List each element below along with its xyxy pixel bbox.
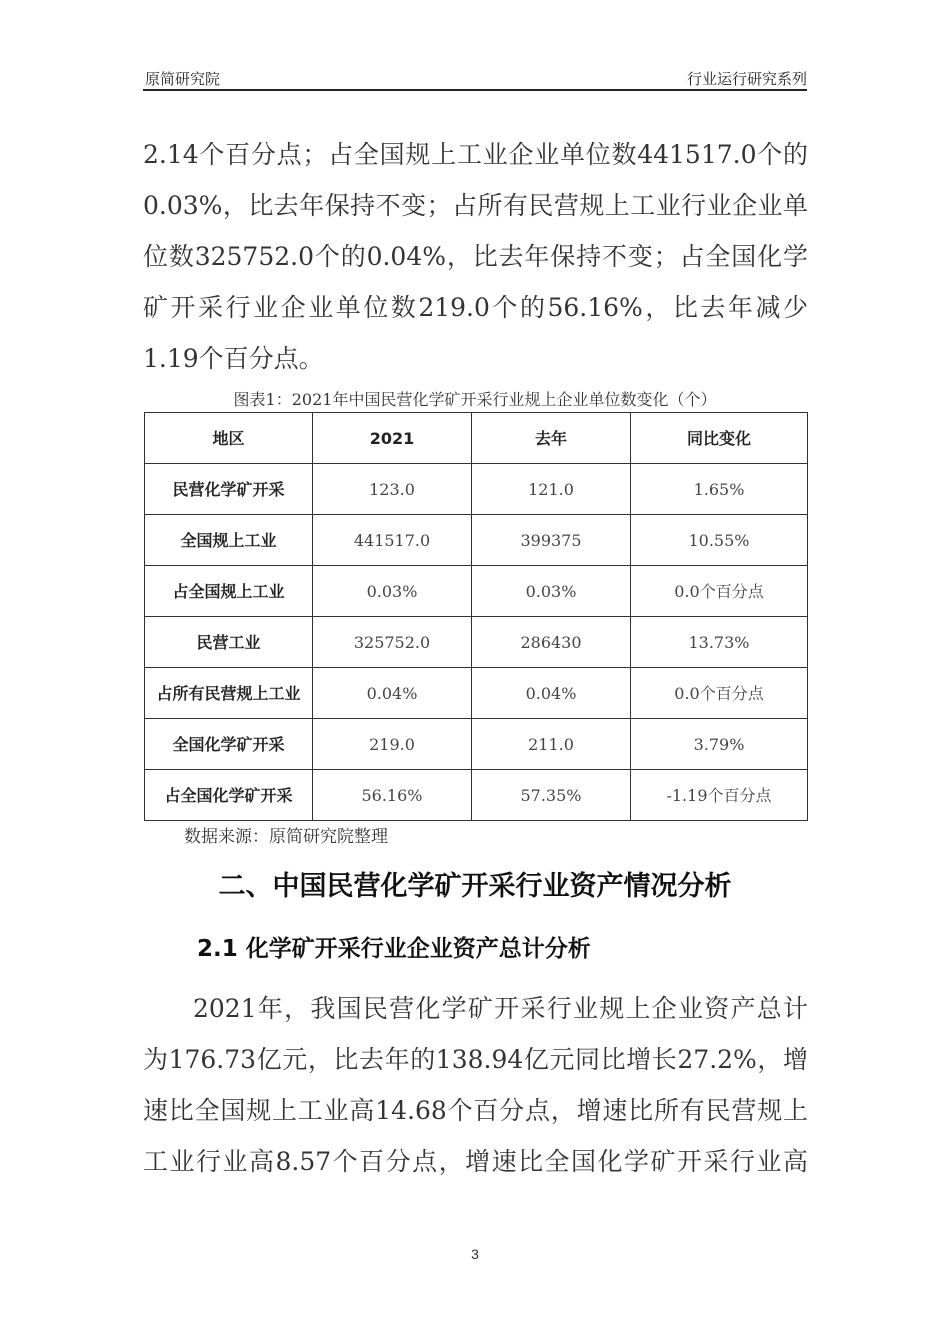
table-caption: 图表1：2021年中国民营化学矿开采行业规上企业单位数变化（个） bbox=[233, 390, 717, 409]
table-cell: 286430 bbox=[472, 617, 631, 668]
table-cell: 0.0个百分点 bbox=[631, 566, 808, 617]
table-cell: 399375 bbox=[472, 515, 631, 566]
table-cell: 441517.0 bbox=[313, 515, 472, 566]
table-cell-region: 占全国化学矿开采 bbox=[145, 770, 313, 821]
table-row bbox=[145, 617, 808, 668]
table-row bbox=[145, 668, 808, 719]
table-cell: 211.0 bbox=[472, 719, 631, 770]
table-cell-region: 占全国规上工业 bbox=[145, 566, 313, 617]
section-heading: 二、中国民营化学矿开采行业资产情况分析 bbox=[218, 871, 732, 902]
table-cell: 1.65% bbox=[631, 464, 808, 515]
table-cell: 0.04% bbox=[472, 668, 631, 719]
table-cell: 0.03% bbox=[472, 566, 631, 617]
paragraph-unit-count bbox=[143, 129, 808, 384]
table-cell-region: 全国规上工业 bbox=[145, 515, 313, 566]
column-header-2021: 2021 bbox=[313, 413, 472, 464]
table-cell: 3.79% bbox=[631, 719, 808, 770]
column-header-last-year: 去年 bbox=[472, 413, 631, 464]
table-row bbox=[145, 464, 808, 515]
table-cell: 57.35% bbox=[472, 770, 631, 821]
table-cell: 13.73% bbox=[631, 617, 808, 668]
table-cell-region: 占所有民营规上工业 bbox=[145, 668, 313, 719]
table-cell: 10.55% bbox=[631, 515, 808, 566]
paragraph-line: 为176.73亿元，比去年的138.94亿元同比增长27.2%，增 bbox=[143, 1045, 808, 1074]
table-row bbox=[145, 515, 808, 566]
paragraph-total-assets bbox=[143, 983, 808, 1187]
table-cell: -1.19个百分点 bbox=[631, 770, 808, 821]
column-header-region: 地区 bbox=[145, 413, 313, 464]
table-cell: 121.0 bbox=[472, 464, 631, 515]
table-row bbox=[145, 719, 808, 770]
table-cell: 56.16% bbox=[313, 770, 472, 821]
paragraph-line: 0.03%，比去年保持不变；占所有民营规上工业行业企业单 bbox=[143, 191, 808, 220]
subsection-heading: 2.1 化学矿开采行业企业资产总计分析 bbox=[197, 936, 591, 962]
paragraph-line: 速比全国规上工业高14.68个百分点，增速比所有民营规上 bbox=[143, 1096, 808, 1125]
table-row bbox=[145, 770, 808, 821]
table-cell: 325752.0 bbox=[313, 617, 472, 668]
paragraph-line: 2021年，我国民营化学矿开采行业规上企业资产总计 bbox=[193, 994, 808, 1023]
table-source-note: 数据来源：原简研究院整理 bbox=[184, 827, 388, 847]
table-cell-region: 民营化学矿开采 bbox=[145, 464, 313, 515]
paragraph-line: 1.19个百分点。 bbox=[143, 344, 324, 373]
table-cell: 219.0 bbox=[313, 719, 472, 770]
header-org-name: 原简研究院 bbox=[145, 70, 221, 88]
table-cell: 123.0 bbox=[313, 464, 472, 515]
page-number: 3 bbox=[471, 1246, 479, 1262]
table-cell: 0.03% bbox=[313, 566, 472, 617]
table-header-row bbox=[145, 413, 808, 464]
table-cell-region: 全国化学矿开采 bbox=[145, 719, 313, 770]
paragraph-line: 矿开采行业企业单位数219.0个的56.16%，比去年减少 bbox=[143, 293, 808, 322]
table-cell: 0.0个百分点 bbox=[631, 668, 808, 719]
paragraph-line: 工业行业高8.57个百分点，增速比全国化学矿开采行业高 bbox=[143, 1147, 808, 1176]
paragraph-line: 位数325752.0个的0.04%，比去年保持不变；占全国化学 bbox=[143, 242, 808, 271]
unit-count-table bbox=[144, 412, 808, 821]
table-cell-region: 民营工业 bbox=[145, 617, 313, 668]
header-series-name: 行业运行研究系列 bbox=[686, 70, 807, 88]
column-header-yoy-change: 同比变化 bbox=[631, 413, 808, 464]
header-divider bbox=[143, 89, 807, 91]
table-row bbox=[145, 566, 808, 617]
table-cell: 0.04% bbox=[313, 668, 472, 719]
paragraph-line: 2.14个百分点；占全国规上工业企业单位数441517.0个的 bbox=[143, 140, 808, 169]
